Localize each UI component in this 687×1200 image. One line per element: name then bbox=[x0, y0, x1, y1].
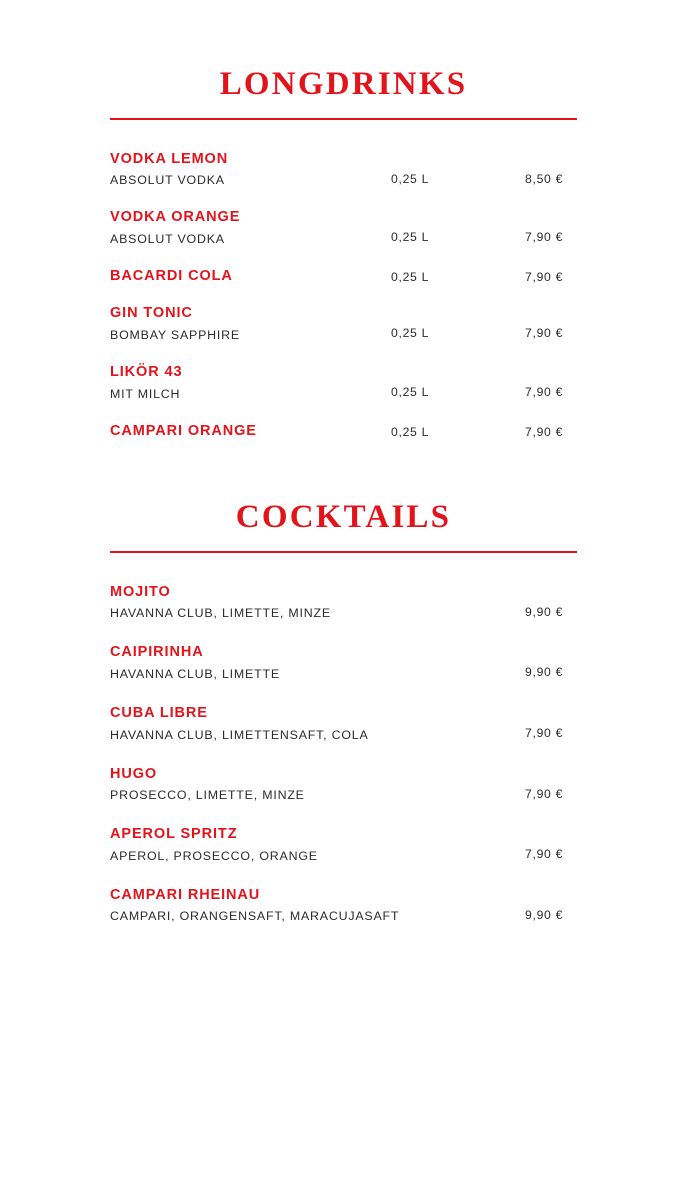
item-size: 0,25 L bbox=[391, 385, 430, 399]
item-size: 0,25 L bbox=[391, 326, 430, 341]
item-description: BOMBAY SAPPHIRE bbox=[110, 328, 240, 343]
item-price: 9,90 € bbox=[525, 907, 564, 922]
item-name: HUGO bbox=[110, 765, 158, 782]
list-item bbox=[110, 267, 577, 287]
item-name: BACARDI COLA bbox=[110, 267, 233, 284]
item-name: CAIPIRINHA bbox=[110, 644, 204, 661]
list-item bbox=[110, 825, 577, 866]
item-price: 7,90 € bbox=[525, 424, 564, 439]
section-divider-longdrinks bbox=[110, 118, 577, 120]
item-list-longdrinks bbox=[110, 150, 577, 441]
section-divider-cocktails bbox=[110, 551, 577, 553]
item-name: LIKÖR 43 bbox=[110, 364, 183, 380]
list-item bbox=[110, 583, 577, 624]
item-price: 7,90 € bbox=[525, 230, 564, 245]
item-price: 7,90 € bbox=[525, 269, 564, 284]
item-price: 7,90 € bbox=[525, 385, 564, 399]
item-price: 7,90 € bbox=[525, 786, 564, 801]
item-name: VODKA LEMON bbox=[110, 150, 229, 167]
item-price: 7,90 € bbox=[525, 847, 564, 862]
list-item bbox=[110, 150, 577, 191]
item-price: 9,90 € bbox=[525, 604, 564, 619]
item-description: PROSECCO, LIMETTE, MINZE bbox=[110, 788, 305, 803]
item-description: HAVANNA CLUB, LIMETTE bbox=[110, 667, 280, 682]
section-longdrinks bbox=[110, 0, 577, 441]
list-item bbox=[110, 304, 577, 345]
item-name: APEROL SPRITZ bbox=[110, 826, 238, 843]
item-description: ABSOLUT VODKA bbox=[110, 231, 225, 246]
item-price: 8,50 € bbox=[525, 171, 564, 186]
section-title-cocktails: COCKTAILS bbox=[235, 499, 452, 536]
item-price: 7,90 € bbox=[525, 726, 564, 740]
item-description: CAMPARI, ORANGENSAFT, MARACUJASAFT bbox=[110, 909, 400, 924]
item-name: CUBA LIBRE bbox=[110, 705, 208, 721]
item-name: VODKA ORANGE bbox=[110, 209, 241, 226]
item-description: HAVANNA CLUB, LIMETTENSAFT, COLA bbox=[110, 727, 369, 742]
item-list-cocktails bbox=[110, 583, 577, 926]
item-size: 0,25 L bbox=[391, 269, 430, 284]
section-title-longdrinks: LONGDRINKS bbox=[219, 66, 468, 102]
item-price: 7,90 € bbox=[525, 326, 564, 341]
item-name: CAMPARI ORANGE bbox=[110, 422, 257, 439]
item-name: CAMPARI RHEINAU bbox=[110, 886, 261, 903]
list-item bbox=[110, 886, 577, 927]
list-item bbox=[110, 363, 577, 404]
list-item bbox=[110, 704, 577, 745]
item-name: GIN TONIC bbox=[110, 305, 193, 322]
item-size: 0,25 L bbox=[391, 171, 430, 186]
section-cocktails bbox=[110, 441, 577, 926]
list-item bbox=[110, 208, 577, 249]
item-size: 0,25 L bbox=[391, 424, 430, 439]
list-item bbox=[110, 765, 577, 806]
item-name: MOJITO bbox=[110, 583, 171, 600]
list-item bbox=[110, 422, 577, 442]
item-size: 0,25 L bbox=[391, 230, 430, 245]
item-description: MIT MILCH bbox=[110, 386, 181, 401]
item-description: APEROL, PROSECCO, ORANGE bbox=[110, 848, 318, 863]
item-price: 9,90 € bbox=[525, 665, 564, 680]
item-description: HAVANNA CLUB, LIMETTE, MINZE bbox=[110, 606, 331, 621]
list-item bbox=[110, 643, 577, 684]
item-description: ABSOLUT VODKA bbox=[110, 173, 225, 188]
